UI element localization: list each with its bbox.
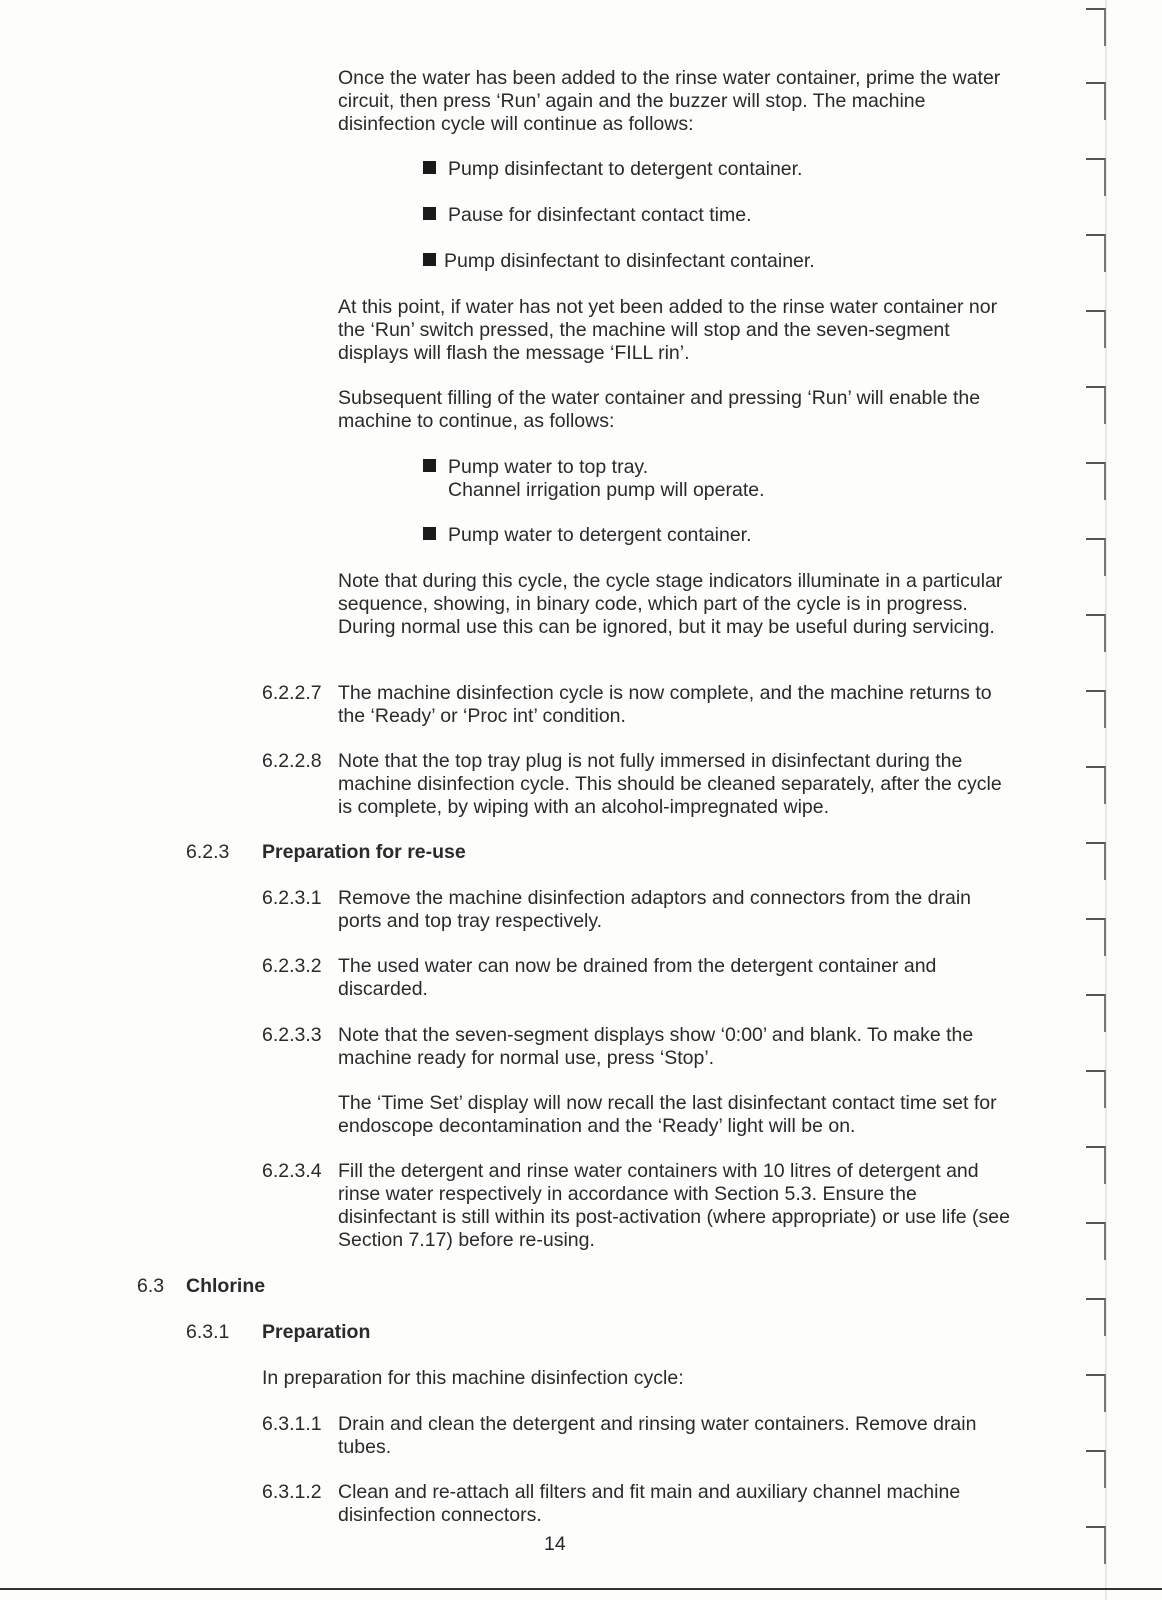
section-number: 6.2.3.1 <box>262 887 322 909</box>
square-bullet-icon <box>423 161 436 174</box>
bullet-item <box>423 250 1003 273</box>
section-number: 6.3.1.2 <box>262 1481 322 1503</box>
section-number: 6.2.3 <box>186 841 230 863</box>
section-number: 6.3.1.1 <box>262 1413 322 1435</box>
bullet-text: Pump disinfectant to disinfectant container. <box>444 250 815 272</box>
square-bullet-icon <box>423 459 436 472</box>
binder-mark <box>1086 690 1106 728</box>
binder-mark <box>1086 994 1106 1032</box>
section-heading: Preparation for re-use <box>262 841 466 863</box>
binder-mark <box>1086 766 1106 804</box>
binder-mark <box>1086 234 1106 272</box>
binder-mark <box>1086 158 1106 196</box>
bullet-text-continued: Channel irrigation pump will operate. <box>448 479 765 501</box>
binder-mark <box>1086 1526 1106 1564</box>
binder-mark <box>1086 918 1106 956</box>
section-number: 6.3.1 <box>186 1321 230 1343</box>
binder-mark <box>1086 614 1106 652</box>
binder-mark <box>1086 1450 1106 1488</box>
intro-paragraph: Once the water has been added to the rinse water container, prime the water circuit, then press ‘Run’ again and the buzzer will stop. The machine disinfection cycle will continue as follows: <box>338 67 1001 135</box>
section-text: Note that the top tray plug is not fully immersed in disinfectant during the machine disinfection cycle. This should be cleaned separately, after the cycle is complete, by wiping with an alcohol-impregnated wipe. <box>338 750 1002 818</box>
paragraph-cycle-note: Note that during this cycle, the cycle stage indicators illuminate in a particular sequence, showing, in binary code, which part of the cycle is in progress. During normal use this can be ignored, but it may be useful during servicing. <box>338 570 1003 638</box>
section-heading: Chlorine <box>186 1275 266 1297</box>
binder-mark <box>1086 1298 1106 1336</box>
bullet-item <box>423 456 1003 502</box>
binder-mark <box>1086 1374 1106 1412</box>
section-text: Note that the seven-segment displays show ‘0:00’ and blank. To make the machine ready for normal use, press ‘Stop’. <box>338 1024 974 1069</box>
binder-mark <box>1086 842 1106 880</box>
binder-mark <box>1086 1222 1106 1260</box>
section-number: 6.2.3.2 <box>262 955 322 977</box>
binder-mark <box>1086 8 1106 46</box>
bottom-edge-rule <box>0 1588 1162 1590</box>
binder-mark <box>1086 1070 1106 1108</box>
bullet-text: Pause for disinfectant contact time. <box>448 204 752 226</box>
bullet-item <box>423 524 1003 547</box>
section-number: 6.2.3.4 <box>262 1160 322 1182</box>
section-number: 6.2.2.7 <box>262 682 322 704</box>
binder-mark <box>1086 1146 1106 1184</box>
paragraph-subsequent: Subsequent filling of the water container and pressing ‘Run’ will enable the machine to continue, as follows: <box>338 387 981 432</box>
section-text: Clean and re-attach all filters and fit main and auxiliary channel machine disinfection connectors. <box>338 1481 961 1526</box>
section-text: Fill the detergent and rinse water containers with 10 litres of detergent and rinse water respectively in accordance with Section 5.3. Ensure the disinfectant is still within its post-activation (where appropriate) or use life (see Section 7.17) before re-using. <box>338 1160 1010 1251</box>
binder-mark <box>1086 310 1106 348</box>
section-heading: Preparation <box>262 1321 371 1343</box>
bullet-item <box>423 158 1003 181</box>
section-number: 6.3 <box>137 1275 165 1297</box>
binder-mark <box>1086 386 1106 424</box>
square-bullet-icon <box>423 253 436 266</box>
paragraph-at-this-point: At this point, if water has not yet been added to the rinse water container nor the ‘Run’ switch pressed, the machine will stop and the seven-segment displays will flash the message ‘FILL rin’. <box>338 296 998 364</box>
section-number: 6.2.3.3 <box>262 1024 322 1046</box>
bullet-item <box>423 204 1003 227</box>
section-text-continued: The ‘Time Set’ display will now recall the last disinfectant contact time set for endoscope decontamination and the ‘Ready’ light will be on. <box>338 1092 997 1137</box>
square-bullet-icon <box>423 207 436 220</box>
section-text: Drain and clean the detergent and rinsing water containers. Remove drain tubes. <box>338 1413 977 1458</box>
binder-mark <box>1086 82 1106 120</box>
page-number: 14 <box>544 1533 566 1555</box>
bullet-text: Pump water to detergent container. <box>448 524 752 546</box>
bullet-text: Pump disinfectant to detergent container. <box>448 158 803 180</box>
binder-mark <box>1086 538 1106 576</box>
section-text: Remove the machine disinfection adaptors and connectors from the drain ports and top tray respectively. <box>338 887 972 932</box>
section-intro: In preparation for this machine disinfection cycle: <box>262 1367 684 1389</box>
bullet-text: Pump water to top tray. <box>448 456 649 478</box>
square-bullet-icon <box>423 527 436 540</box>
section-text: The machine disinfection cycle is now complete, and the machine returns to the ‘Ready’ or ‘Proc int’ condition. <box>338 682 992 727</box>
section-number: 6.2.2.8 <box>262 750 322 772</box>
section-text: The used water can now be drained from the detergent container and discarded. <box>338 955 937 1000</box>
binder-mark <box>1086 462 1106 500</box>
